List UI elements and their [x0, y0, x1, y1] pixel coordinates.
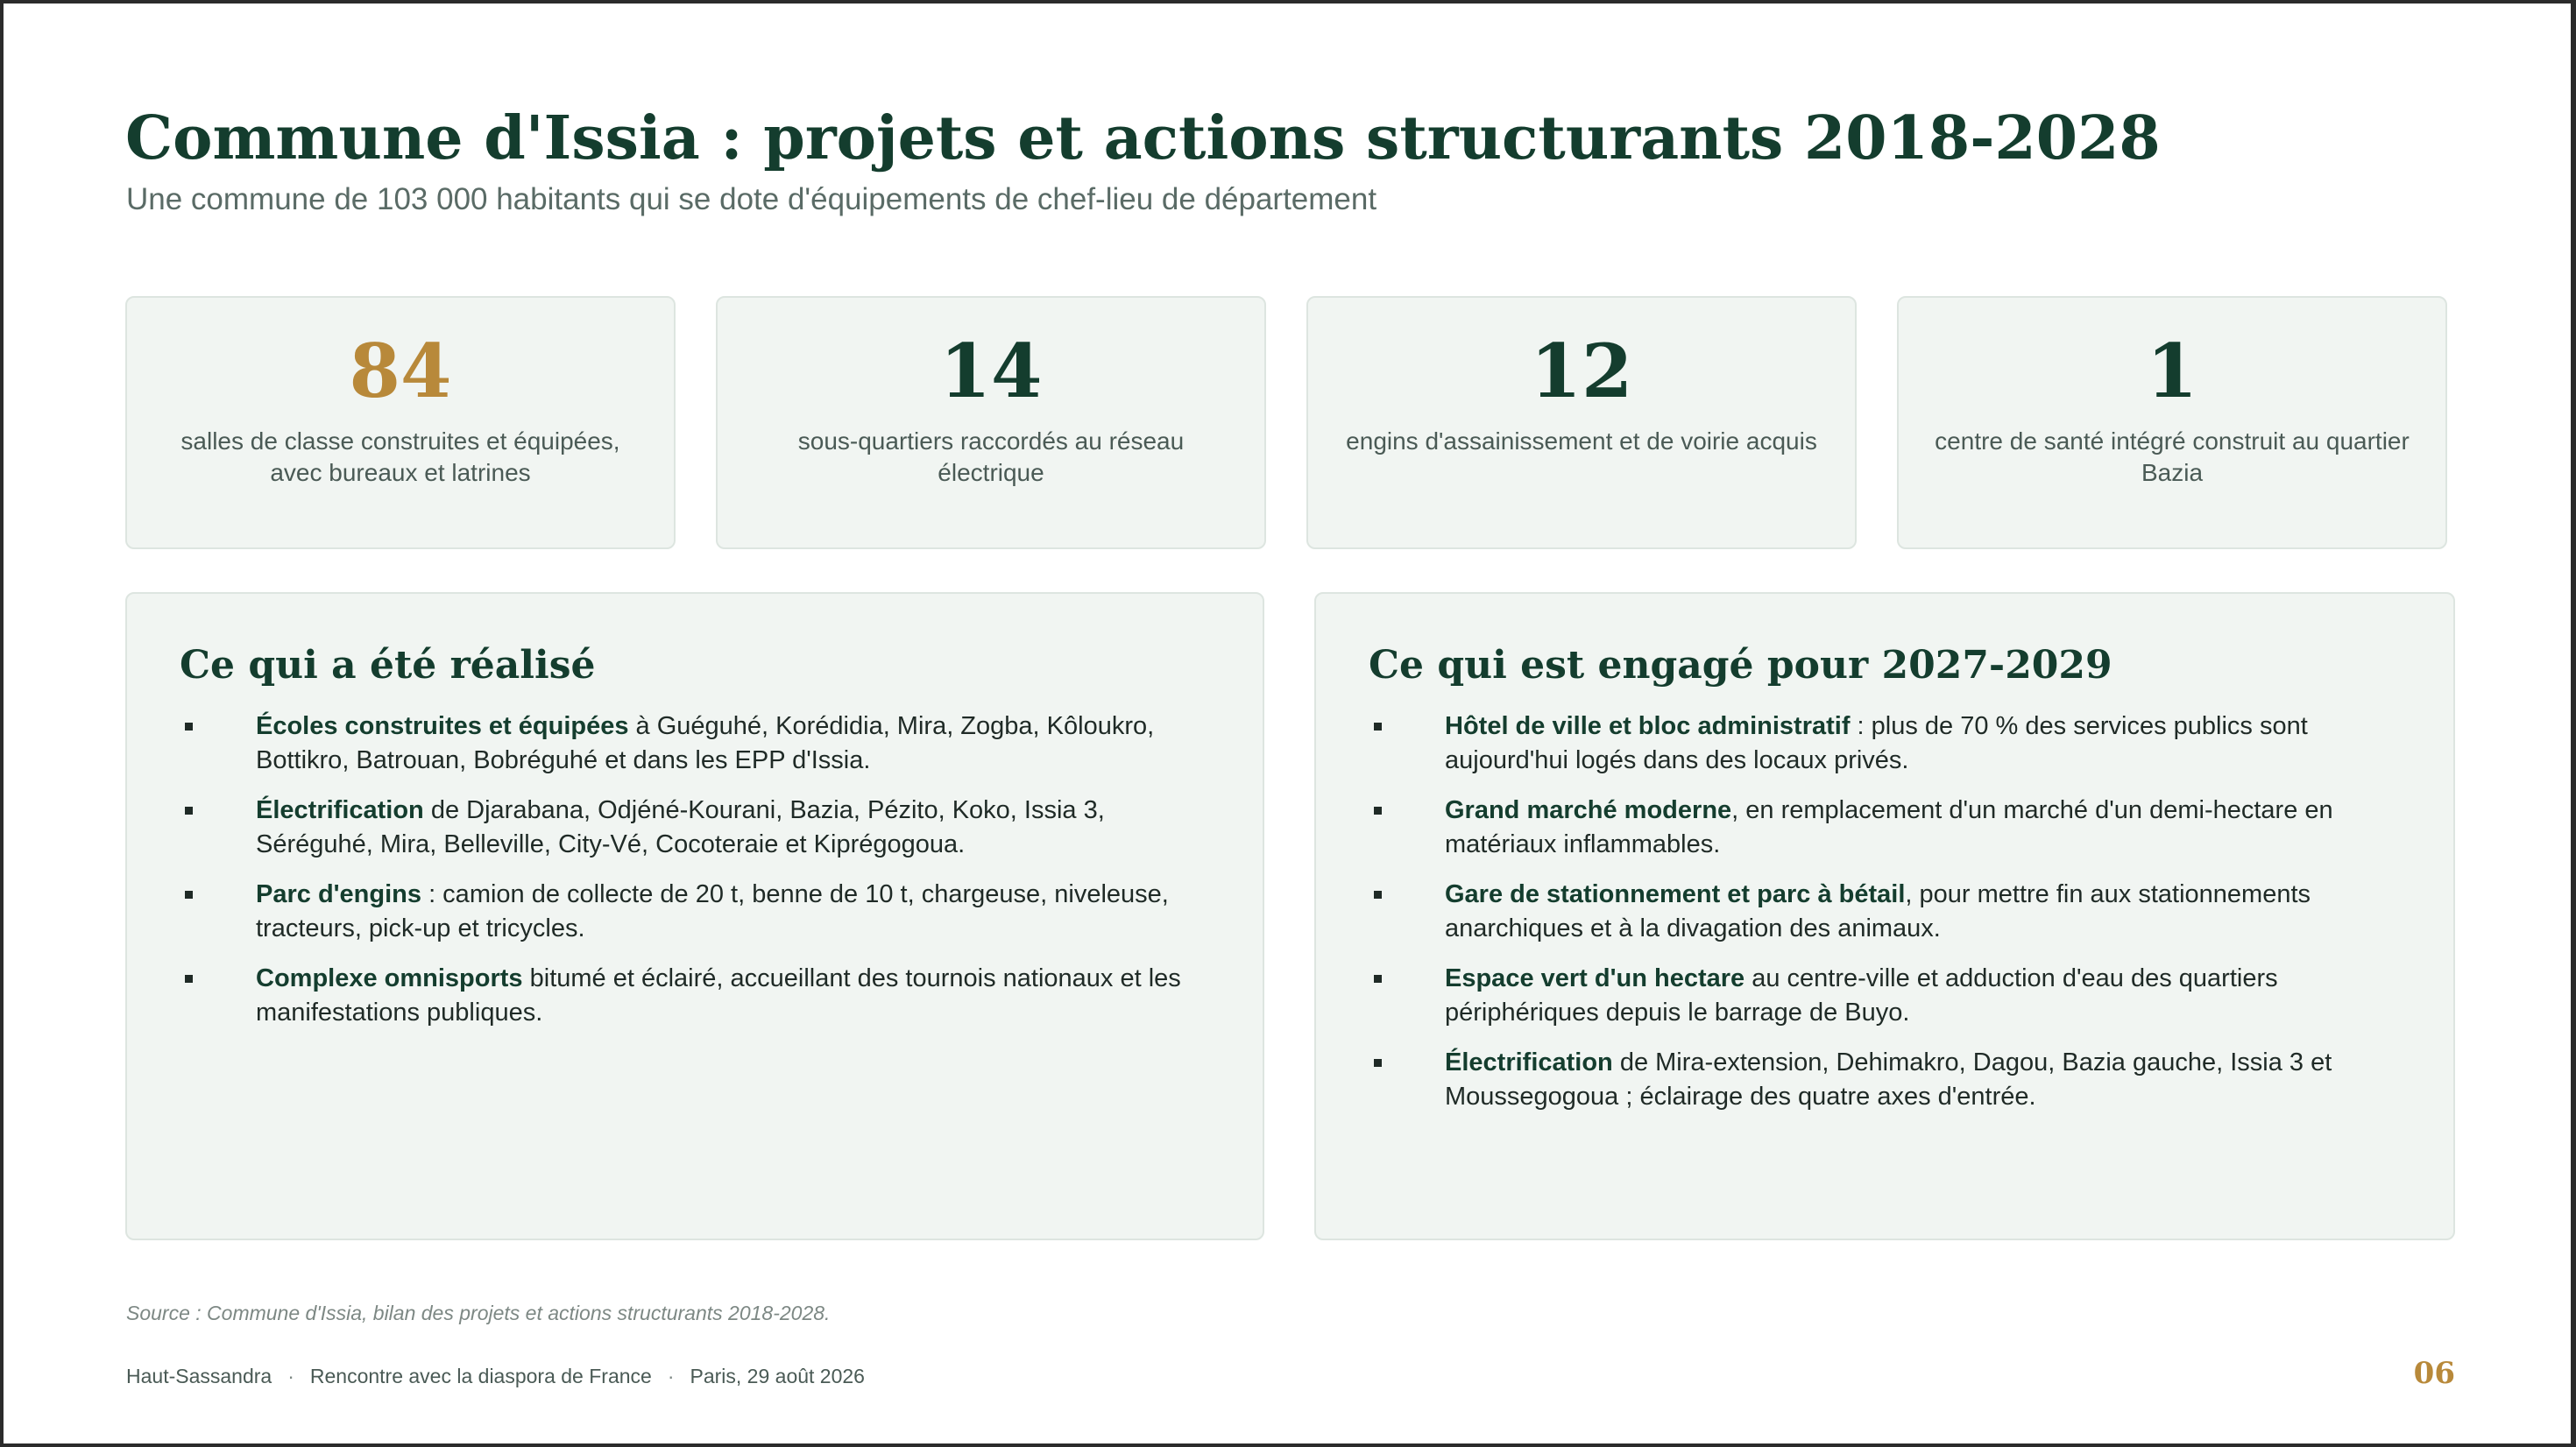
stat-value: 12 [1530, 328, 1633, 414]
stats-row [125, 296, 2454, 553]
list-item-text: bitumé et éclairé, accueillant des tournois nationaux et les manifestations publiques. [256, 964, 1181, 1027]
list-item-text: de Djarabana, Odjéné-Kourani, Bazia, Pézito, Koko, Issia 3, Séréguhé, Mira, Belleville, City-Vé, Cocoteraie et Kiprégogoua. [256, 796, 1105, 858]
stat-label: engins d'assainissement et de voirie acquis [1346, 427, 1817, 455]
list-item-strong: Complexe omnisports [256, 964, 523, 992]
list-item [180, 878, 1219, 946]
list-item [180, 962, 1219, 1030]
footer-separator: · [287, 1365, 294, 1387]
stat-label: salles de classe construites et équipées, avec bureaux et latrines [180, 427, 620, 486]
list-item-strong: Gare de stationnement et parc à bétail [1445, 880, 1906, 908]
list-item-text: au centre-ville et adduction d'eau des quartiers périphériques depuis le barrage de Buyo. [1445, 964, 2278, 1027]
list-item [1369, 878, 2410, 946]
list-item-text: à Guéguhé, Korédidia, Mira, Zogba, Kôloukro, Bottikro, Batrouan, Bobréguhé et dans les EPP d'Issia. [256, 712, 1155, 774]
footer-place-date: Paris, 29 août 2026 [690, 1365, 865, 1387]
list-item-strong: Électrification [1445, 1048, 1613, 1076]
stat-card-electricity [716, 296, 1266, 549]
list-item [1369, 794, 2410, 862]
panel-done [125, 592, 1264, 1240]
list-item [180, 794, 1219, 862]
list-item [1369, 962, 2410, 1030]
page-subtitle: Une commune de 103 000 habitants qui se dote d'équipements de chef-lieu de département [126, 182, 1377, 216]
stat-value: 14 [939, 328, 1043, 414]
footer-region: Haut-Sassandra [126, 1365, 272, 1387]
page-title: Commune d'Issia : projets et actions structurants 2018-2028 [125, 103, 2161, 173]
source-note: Source : Commune d'Issia, bilan des projets et actions structurants 2018-2028. [126, 1302, 831, 1324]
panel-list [180, 709, 1219, 1046]
square-bullet-icon [185, 975, 193, 983]
footer-separator: · [667, 1365, 675, 1387]
square-bullet-icon [185, 723, 193, 731]
list-item-strong: Espace vert d'un hectare [1445, 964, 1745, 992]
list-item [180, 709, 1219, 778]
panel-list [1369, 709, 2410, 1130]
list-item-strong: Électrification [256, 796, 424, 824]
square-bullet-icon [1374, 975, 1382, 983]
stat-card-vehicles [1306, 296, 1857, 549]
square-bullet-icon [1374, 807, 1382, 815]
panel-title: Ce qui a été réalisé [180, 643, 596, 688]
list-item-text: de Mira-extension, Dehimakro, Dagou, Bazia gauche, Issia 3 et Moussegogoua ; éclairage des quatre axes d'entrée. [1445, 1048, 2332, 1111]
square-bullet-icon [1374, 1059, 1382, 1067]
footer [126, 1363, 865, 1389]
square-bullet-icon [185, 807, 193, 815]
panel-planned [1314, 592, 2455, 1240]
list-item-text: : plus de 70 % des services publics sont aujourd'hui logés dans des locaux privés. [1445, 712, 2308, 774]
page-number: 06 [2413, 1356, 2455, 1391]
list-item-text: , pour mettre fin aux stationnements anarchiques et à la divagation des animaux. [1445, 880, 2311, 942]
list-item-text: : camion de collecte de 20 t, benne de 10 t, chargeuse, niveleuse, tracteurs, pick-up et tricycles. [256, 880, 1169, 942]
stat-card-health-center [1897, 296, 2447, 549]
list-item-strong: Écoles construites et équipées [256, 712, 629, 740]
stat-label: sous-quartiers raccordés au réseau électrique [797, 427, 1185, 486]
stat-label: centre de santé intégré construit au quartier Bazia [1935, 427, 2410, 486]
stat-card-classrooms [125, 296, 676, 549]
slide [4, 4, 2571, 1443]
stat-value: 1 [2146, 328, 2198, 414]
list-item-strong: Hôtel de ville et bloc administratif [1445, 712, 1851, 740]
square-bullet-icon [1374, 891, 1382, 899]
stat-value: 84 [349, 328, 452, 414]
footer-event: Rencontre avec la diaspora de France [309, 1365, 652, 1387]
list-item [1369, 709, 2410, 778]
panel-title: Ce qui est engagé pour 2027-2029 [1369, 643, 2112, 688]
list-item-text: , en remplacement d'un marché d'un demi-hectare en matériaux inflammables. [1445, 796, 2333, 858]
list-item [1369, 1046, 2410, 1114]
list-item-strong: Parc d'engins [256, 880, 422, 908]
square-bullet-icon [185, 891, 193, 899]
list-item-strong: Grand marché moderne [1445, 796, 1732, 824]
square-bullet-icon [1374, 723, 1382, 731]
